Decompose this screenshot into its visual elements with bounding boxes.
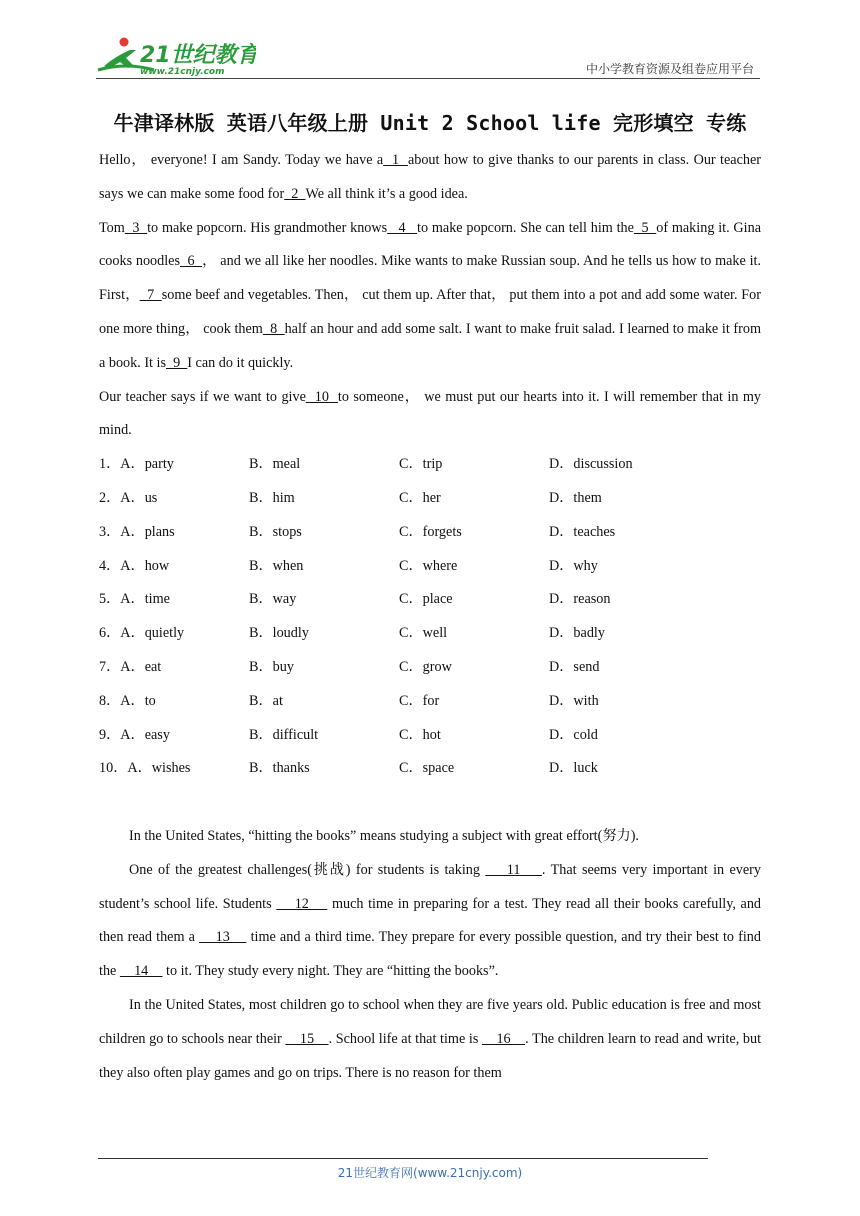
text-segment: of making it. Gina cooks noodles <box>99 219 762 270</box>
blank-slot: 13 <box>199 929 247 946</box>
blank-slot: 11 <box>485 861 542 878</box>
option-choice: B．when <box>249 557 304 574</box>
option-choice: B．difficult <box>249 726 319 743</box>
paragraph <box>99 381 761 449</box>
text-segment: time and a third time. They prepare for every possible question, and try their best to find the <box>99 929 761 980</box>
option-row <box>99 482 761 516</box>
option-choice: C．well <box>399 625 448 642</box>
option-choice: C．her <box>399 489 441 506</box>
option-row <box>99 550 761 584</box>
blank-slot: 10 <box>305 388 338 405</box>
header-divider <box>96 78 760 79</box>
paragraph <box>99 820 761 854</box>
blank-slot: 8 <box>262 320 285 337</box>
logo-url: www.21cnjy.com <box>140 67 225 77</box>
option-row <box>99 651 761 685</box>
blank-slot: 16 <box>481 1030 526 1047</box>
footer-text: 21世纪教育网(www.21cnjy.com) <box>337 1166 523 1180</box>
platform-label: 中小学教育资源及组卷应用平台 <box>585 62 754 76</box>
option-choice: C．grow <box>399 658 452 675</box>
page-title: 牛津译林版 英语八年级上册 Unit 2 School life 完形填空 专练 <box>113 111 747 135</box>
text-segment: . The children learn to read and write, but they also often play games and go on trips. There is no reason for them <box>99 1030 762 1081</box>
option-choice: 7．A．eat <box>99 658 162 675</box>
option-row <box>99 448 761 482</box>
text-segment: We all think it’s a good idea. <box>305 185 468 202</box>
blank-slot: 14 <box>119 963 163 980</box>
option-choice: 6．A．quietly <box>99 625 185 642</box>
option-row <box>99 752 761 786</box>
paragraph <box>99 212 761 381</box>
site-logo <box>96 36 256 78</box>
blank-slot: 6 <box>180 253 203 270</box>
option-choice: B．at <box>249 692 283 709</box>
option-choice: 8．A．to <box>99 692 156 709</box>
text-segment: Tom <box>99 219 125 236</box>
option-choice: 10．A．wishes <box>99 760 191 777</box>
text-segment: Hello， everyone! I am Sandy. Today we have a <box>99 152 384 168</box>
option-row <box>99 719 761 753</box>
text-segment: ， and we all like her noodles. Mike wants to make Russian soup. And he tells us how to make it. First， <box>99 253 761 304</box>
section-gap <box>99 786 761 820</box>
option-choice: B．him <box>249 489 295 506</box>
option-choice: C．trip <box>399 456 443 473</box>
option-choice: D．send <box>549 658 600 675</box>
option-choice: 2．A．us <box>99 489 158 506</box>
option-choice: B．way <box>249 591 297 608</box>
text-segment: In the United States, “hitting the books” means studying a subject with great effort(努力). <box>129 827 639 844</box>
option-choice: D．badly <box>549 625 605 642</box>
option-choice: 3．A．plans <box>99 523 175 540</box>
option-choice: C．place <box>399 591 453 608</box>
paragraph <box>99 144 761 212</box>
text-segment: One of the greatest challenges(挑战) for students is taking <box>129 861 486 878</box>
option-choice: 1．A．party <box>99 456 174 473</box>
option-choice: D．teaches <box>549 523 616 540</box>
option-choice: D．reason <box>549 591 611 608</box>
option-choice: B．stops <box>249 523 302 540</box>
option-choice: C．hot <box>399 726 441 743</box>
paragraph <box>99 989 761 1090</box>
footer-divider <box>98 1158 708 1159</box>
text-segment: . That seems very important in every student’s school life. Students <box>99 861 761 912</box>
option-choice: C．forgets <box>399 523 462 540</box>
passage-2 <box>99 820 761 1090</box>
option-choice: D．luck <box>549 760 598 777</box>
passage-1 <box>99 144 761 448</box>
blank-slot: 9 <box>166 354 188 371</box>
paragraph <box>99 854 761 989</box>
text-segment: I can do it quickly. <box>187 354 294 371</box>
text-segment: to make popcorn. She can tell him the <box>417 219 634 236</box>
option-row <box>99 617 761 651</box>
option-row <box>99 685 761 719</box>
text-segment: much time in preparing for a test. They read all their books carefully, and then read them a <box>99 895 762 946</box>
option-choice: B．buy <box>249 658 294 675</box>
text-segment: some beef and vegetables. Then， cut them up. After that， put them into a pot and add some water. For one more thing， cook them <box>99 287 761 337</box>
option-choice: B．thanks <box>249 760 310 777</box>
document-body <box>99 144 761 1090</box>
option-choice: 5．A．time <box>99 591 170 608</box>
option-choice: C．for <box>399 692 440 709</box>
option-choice: B．meal <box>249 456 301 473</box>
blank-slot: 7 <box>139 287 162 304</box>
blank-slot: 2 <box>284 185 306 202</box>
text-segment: about how to give thanks to our parents in class. Our teacher says we can make some food for <box>99 152 761 202</box>
option-row <box>99 516 761 550</box>
option-choice: 9．A．easy <box>99 726 170 743</box>
logo-text: 21世纪教育 <box>140 43 256 68</box>
blank-slot: 12 <box>276 895 328 912</box>
text-segment: to someone， we must put our hearts into it. I will remember that in my mind. <box>99 388 762 439</box>
text-segment: . School life at that time is <box>328 1030 482 1047</box>
text-segment: to it. They study every night. They are “hitting the books”. <box>162 963 499 980</box>
options-list <box>99 448 761 786</box>
option-choice: D．with <box>549 692 599 709</box>
option-row <box>99 583 761 617</box>
option-choice: D．cold <box>549 726 598 743</box>
text-segment: Our teacher says if we want to give <box>99 388 306 405</box>
text-segment: half an hour and add some salt. I want to make fruit salad. I learned to make it from a book. It is <box>99 320 762 371</box>
option-choice: 4．A．how <box>99 557 170 574</box>
option-choice: C．where <box>399 557 458 574</box>
blank-slot: 15 <box>285 1030 329 1047</box>
text-segment: In the United States, most children go to school when they are five years old. Public education is free and most children go to schools near their <box>99 996 761 1047</box>
blank-slot: 4 <box>387 219 418 236</box>
blank-slot: 5 <box>633 219 657 236</box>
blank-slot: 1 <box>383 152 408 168</box>
text-segment: to make popcorn. His grandmother knows <box>147 219 388 236</box>
option-choice: C．space <box>399 760 455 777</box>
option-choice: B．loudly <box>249 625 309 642</box>
option-choice: D．why <box>549 557 598 574</box>
option-choice: D．them <box>549 489 602 506</box>
blank-slot: 3 <box>124 219 148 236</box>
option-choice: D．discussion <box>549 456 633 473</box>
